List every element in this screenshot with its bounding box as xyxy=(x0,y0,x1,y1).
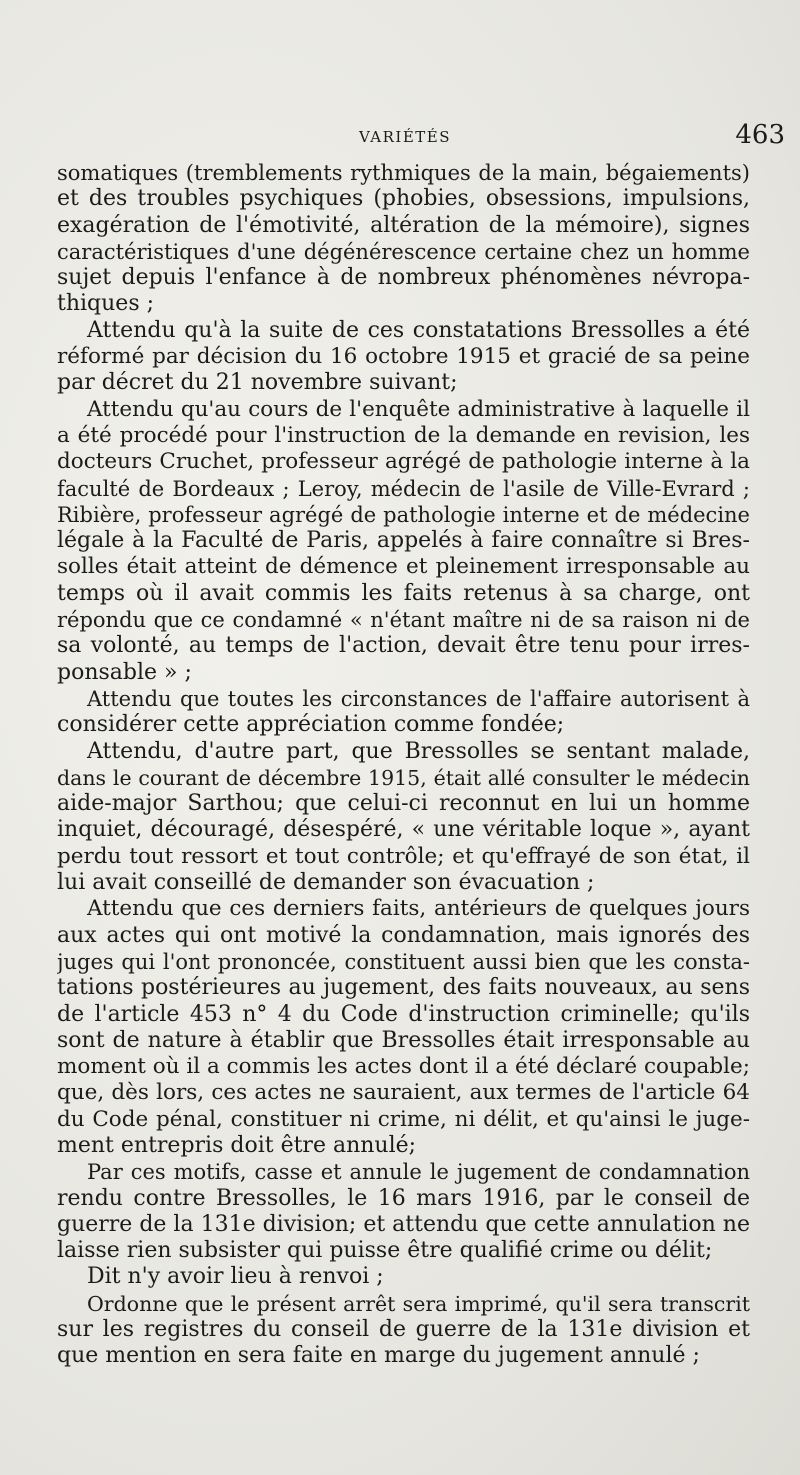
text-line: Attendu qu'au cours de l'enquête administrative à laquelle il xyxy=(87,396,750,422)
text-line: et des troubles psychiques (phobies, obsessions, impulsions, xyxy=(57,186,750,212)
text-line: Attendu que toutes les circonstances de l'affaire autorisent à xyxy=(87,686,750,711)
text-line: exagération de l'émotivité, altération de la mémoire), signes xyxy=(57,212,750,238)
text-line: aux actes qui ont motivé la condamnation, mais ignorés des xyxy=(57,922,750,948)
text-line: dans le courant de décembre 1915, était allé consulter le médecin xyxy=(57,765,750,790)
text-line: laisse rien subsister qui puisse être qualifié crime ou délit; xyxy=(57,1238,713,1264)
text-line: du Code pénal, constituer ni crime, ni délit, et qu'ainsi le juge- xyxy=(57,1106,750,1132)
text-line: Ordonne que le présent arrêt sera imprimé, qu'il sera transcrit xyxy=(87,1291,750,1316)
text-line: sur les registres du conseil de guerre de la 131e division et xyxy=(57,1317,750,1343)
text-line: lui avait conseillé de demander son évacuation ; xyxy=(57,870,595,896)
text-line: solles était atteint de démence et pleinement irresponsable au xyxy=(57,554,750,580)
text-line: moment où il a commis les actes dont il a été déclaré coupable; xyxy=(57,1054,750,1080)
text-line: que mention en sera faite en marge du jugement annulé ; xyxy=(57,1343,700,1369)
running-head xyxy=(50,118,785,154)
text-line: Par ces motifs, casse et annule le jugement de condamnation xyxy=(87,1160,750,1185)
text-line: réformé par décision du 16 octobre 1915 et gracié de sa peine xyxy=(57,344,750,370)
text-line: sa volonté, au temps de l'action, devait être tenu pour irres- xyxy=(57,633,750,659)
text-line: que, dès lors, ces actes ne sauraient, aux termes de l'article 64 xyxy=(57,1080,750,1106)
text-line: a été procédé pour l'instruction de la demande en revision, les xyxy=(57,422,750,448)
text-line: Attendu que ces derniers faits, antérieurs de quelques jours xyxy=(87,896,750,922)
text-line: de l'article 453 n° 4 du Code d'instruction criminelle; qu'ils xyxy=(57,1001,750,1027)
text-line: temps où il avait commis les faits retenus à sa charge, ont xyxy=(57,580,750,606)
text-line: rendu contre Bressolles, le 16 mars 1916, par le conseil de xyxy=(57,1185,750,1211)
text-line: Attendu, d'autre part, que Bressolles se sentant malade, xyxy=(87,738,750,764)
text-line: docteurs Cruchet, professeur agrégé de pathologie interne à la xyxy=(57,449,750,475)
page-number: 463 xyxy=(735,120,785,150)
text-line: Ribière, professeur agrégé de pathologie interne et de médecine xyxy=(57,502,750,527)
text-line: Attendu qu'à la suite de ces constatations Bressolles a été xyxy=(87,317,750,343)
text-line: thiques ; xyxy=(57,291,155,317)
text-line: guerre de la 131e division; et attendu que cette annulation ne xyxy=(57,1211,750,1237)
text-line: juges qui l'ont prononcée, constituent aussi bien que les consta- xyxy=(57,949,750,974)
text-line: par décret du 21 novembre suivant; xyxy=(57,370,458,396)
body-text xyxy=(57,160,750,1370)
text-line: perdu tout ressort et tout contrôle; et qu'effrayé de son état, il xyxy=(57,843,750,869)
text-line: légale à la Faculté de Paris, appelés à faire connaître si Bres- xyxy=(57,528,750,554)
text-line: aide-major Sarthou; que celui-ci reconnut en lui un homme xyxy=(57,791,750,817)
text-line: tations postérieures au jugement, des faits nouveaux, au sens xyxy=(57,975,750,1001)
text-line: répondu que ce condamné « n'étant maître ni de sa raison ni de xyxy=(57,608,750,633)
text-line: Dit n'y avoir lieu à renvoi ; xyxy=(87,1264,384,1290)
text-line: caractéristiques d'une dégénérescence certaine chez un homme xyxy=(57,239,750,264)
running-title: VARIÉTÉS xyxy=(358,128,452,146)
text-line: somatiques (tremblements rythmiques de la main, bégaiements) xyxy=(57,161,750,185)
text-line: sont de nature à établir que Bressolles était irresponsable au xyxy=(57,1027,750,1053)
text-line: ment entrepris doit être annulé; xyxy=(57,1132,417,1158)
text-line: inquiet, découragé, désespéré, « une véritable loque », ayant xyxy=(57,817,750,843)
text-line: considérer cette appréciation comme fondée; xyxy=(57,712,565,738)
text-line: ponsable » ; xyxy=(57,659,192,685)
text-line: faculté de Bordeaux ; Leroy, médecin de l'asile de Ville-Evrard ; xyxy=(57,476,750,501)
text-line: sujet depuis l'enfance à de nombreux phénomènes névropa- xyxy=(57,265,750,291)
